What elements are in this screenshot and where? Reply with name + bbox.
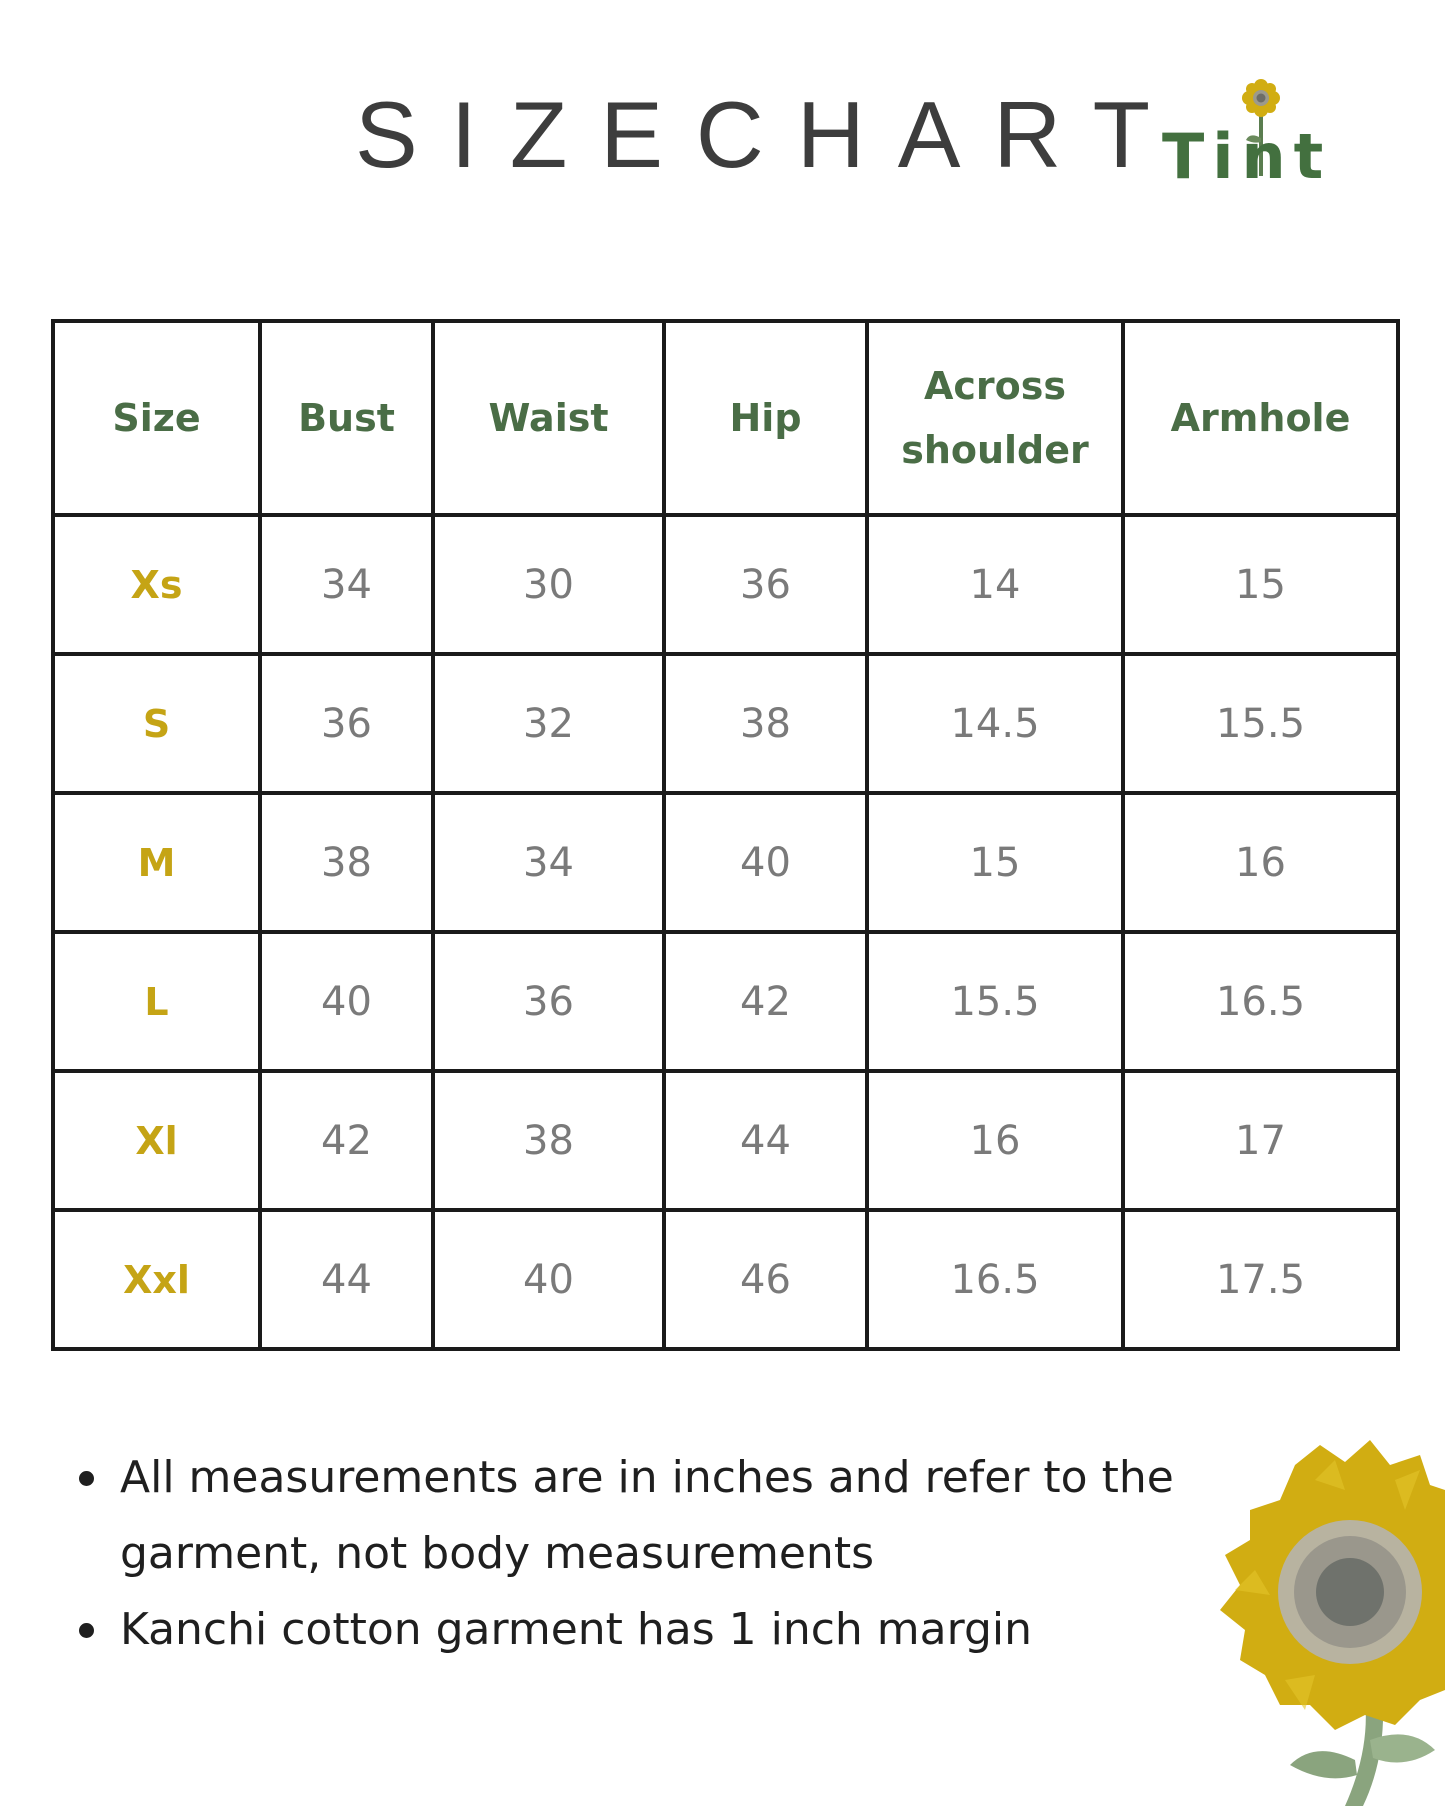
table-row <box>53 1071 1398 1210</box>
table-header-row <box>53 321 1398 515</box>
column-header <box>1123 321 1398 515</box>
note-item <box>75 1592 1255 1668</box>
measurement-cell: 14.5 <box>867 654 1123 793</box>
measurement-cell: 38 <box>433 1071 664 1210</box>
column-header-label: Across <box>923 364 1067 408</box>
table-row <box>53 932 1398 1071</box>
note-text: Kanchi cotton garment has 1 inch margin <box>120 1604 1032 1655</box>
measurement-cell: 36 <box>433 932 664 1071</box>
measurement-cell: 15 <box>1123 515 1398 654</box>
column-header-label: Armhole <box>1170 396 1351 440</box>
measurement-cell: 40 <box>260 932 433 1071</box>
measurement-cell: 34 <box>260 515 433 654</box>
measurement-cell: 40 <box>664 793 867 932</box>
table-row <box>53 1210 1398 1349</box>
table-row <box>53 793 1398 932</box>
measurement-cell: 15 <box>867 793 1123 932</box>
sunflower-icon <box>1195 1440 1445 1806</box>
column-header-label: Bust <box>298 396 395 440</box>
size-cell: L <box>53 932 260 1071</box>
measurement-cell: 42 <box>260 1071 433 1210</box>
measurement-cell: 32 <box>433 654 664 793</box>
measurement-cell: 15.5 <box>1123 654 1398 793</box>
column-header <box>867 321 1123 515</box>
measurement-cell: 38 <box>260 793 433 932</box>
measurement-cell: 42 <box>664 932 867 1071</box>
brand-logo <box>1162 78 1342 198</box>
size-cell: S <box>53 654 260 793</box>
measurement-cell: 17 <box>1123 1071 1398 1210</box>
size-cell: Xl <box>53 1071 260 1210</box>
measurement-cell: 16.5 <box>867 1210 1123 1349</box>
measurement-cell: 16 <box>867 1071 1123 1210</box>
size-cell: M <box>53 793 260 932</box>
note-text: All measurements are in inches and refer to the garment, not body measurements <box>120 1452 1174 1579</box>
column-header <box>53 321 260 515</box>
measurement-cell: 44 <box>664 1071 867 1210</box>
size-cell: Xs <box>53 515 260 654</box>
measurement-cell: 38 <box>664 654 867 793</box>
column-header-label: Waist <box>488 396 609 440</box>
measurement-cell: 40 <box>433 1210 664 1349</box>
brand-logo-text: Tint <box>1162 120 1332 193</box>
column-header <box>664 321 867 515</box>
notes-list <box>75 1440 1255 1668</box>
bullet-icon <box>79 1623 94 1638</box>
column-header-label: shoulder <box>901 428 1089 472</box>
measurement-cell: 16.5 <box>1123 932 1398 1071</box>
column-header <box>433 321 664 515</box>
measurement-cell: 17.5 <box>1123 1210 1398 1349</box>
size-cell: Xxl <box>53 1210 260 1349</box>
column-header-label: Size <box>112 396 201 440</box>
table-row <box>53 515 1398 654</box>
measurement-cell: 16 <box>1123 793 1398 932</box>
measurement-cell: 14 <box>867 515 1123 654</box>
bullet-icon <box>79 1471 94 1486</box>
measurement-cell: 36 <box>260 654 433 793</box>
column-header <box>260 321 433 515</box>
measurement-cell: 34 <box>433 793 664 932</box>
measurement-cell: 44 <box>260 1210 433 1349</box>
measurement-cell: 36 <box>664 515 867 654</box>
column-header-label: Hip <box>729 396 802 440</box>
size-chart-table <box>51 319 1400 1351</box>
measurement-cell: 46 <box>664 1210 867 1349</box>
page-title: SIZECHART <box>355 82 1183 187</box>
table-row <box>53 654 1398 793</box>
note-item <box>75 1440 1255 1592</box>
measurement-cell: 15.5 <box>867 932 1123 1071</box>
measurement-cell: 30 <box>433 515 664 654</box>
